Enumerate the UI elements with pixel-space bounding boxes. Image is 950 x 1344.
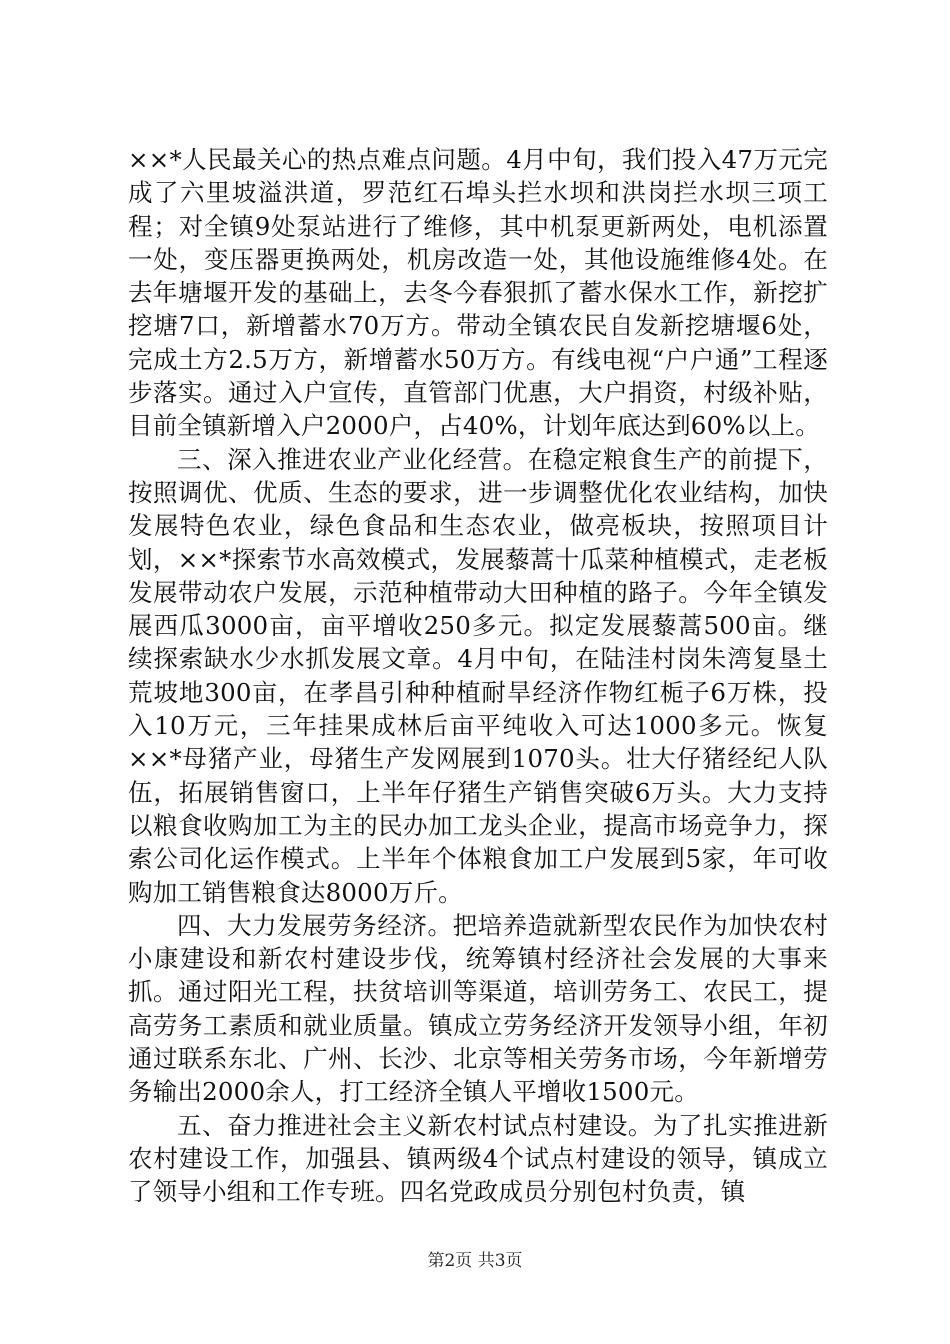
paragraph-3: 四、大力发展劳务经济。把培养造就新型农民作为加快农村小康建设和新农村建设步伐，统筹镇村经济社会发展的大事来抓。通过阳光工程，扶贫培训等渠道，培训劳务工、农民工，提高劳务工素质和就业质量。镇成立劳务经济开发领导小组，年初通过联系东北、广州、长沙、北京等相关劳务市场，今年新增劳务输出2000余人，打工经济全镇人平增收1500元。 [128,910,828,1107]
document-body [128,143,828,1209]
paragraph-2: 三、深入推进农业产业化经营。在稳定粮食生产的前提下，按照调优、优质、生态的要求，进一步调整优化农业结构，加快发展特色农业，绿色食品和生态农业，做亮板块，按照项目计划，××*探索节水高效模式，发展藜蒿十瓜菜种植模式，走老板发展带动农户发展，示范种植带动大田种植的路子。今年全镇发展西瓜3000亩，亩平增收250多元。拟定发展藜蒿500亩。继续探索缺水少水抓发展文章。4月中旬，在陆洼村岗朱湾复垦土荒坡地300亩，在孝昌引种种植耐旱经济作物红栀子6万株，投入10万元，三年挂果成林后亩平纯收入可达1000多元。恢复××*母猪产业，母猪生产发网展到1070头。壮大仔猪经纪人队伍，拓展销售窗口，上半年仔猪生产销售突破6万头。大力支持以粮食收购加工为主的民办加工龙头企业，提高市场竞争力，探索公司化运作模式。上半年个体粮食加工户发展到5家，年可收购加工销售粮食达8000万斤。 [128,444,828,907]
paragraph-4: 五、奋力推进社会主义新农村试点村建设。为了扎实推进新农村建设工作，加强县、镇两级4个试点村建设的领导，镇成立了领导小组和工作专班。四名党政成员分别包村负责，镇 [128,1110,828,1207]
page-footer: 第2页 共3页 [427,1251,523,1271]
paragraph-1: ××*人民最关心的热点难点问题。4月中旬，我们投入47万元完成了六里坡溢洪道，罗范红石埠头拦水坝和洪岗拦水坝三项工程；对全镇9处泵站进行了维修，其中机泵更新两处，电机添置一处，变压器更换两处，机房改造一处，其他设施维修4处。在去年塘堰开发的基础上，去冬今春狠抓了蓄水保水工作，新挖扩挖塘7口，新增蓄水70万方。带动全镇农民自发新挖塘堰6处，完成土方2.5万方，新增蓄水50万方。有线电视“户户通”工程逐步落实。通过入户宣传，直管部门优惠，大户捐资，村级补贴，目前全镇新增入户2000户，占40%，计划年底达到60%以上。 [128,145,828,441]
